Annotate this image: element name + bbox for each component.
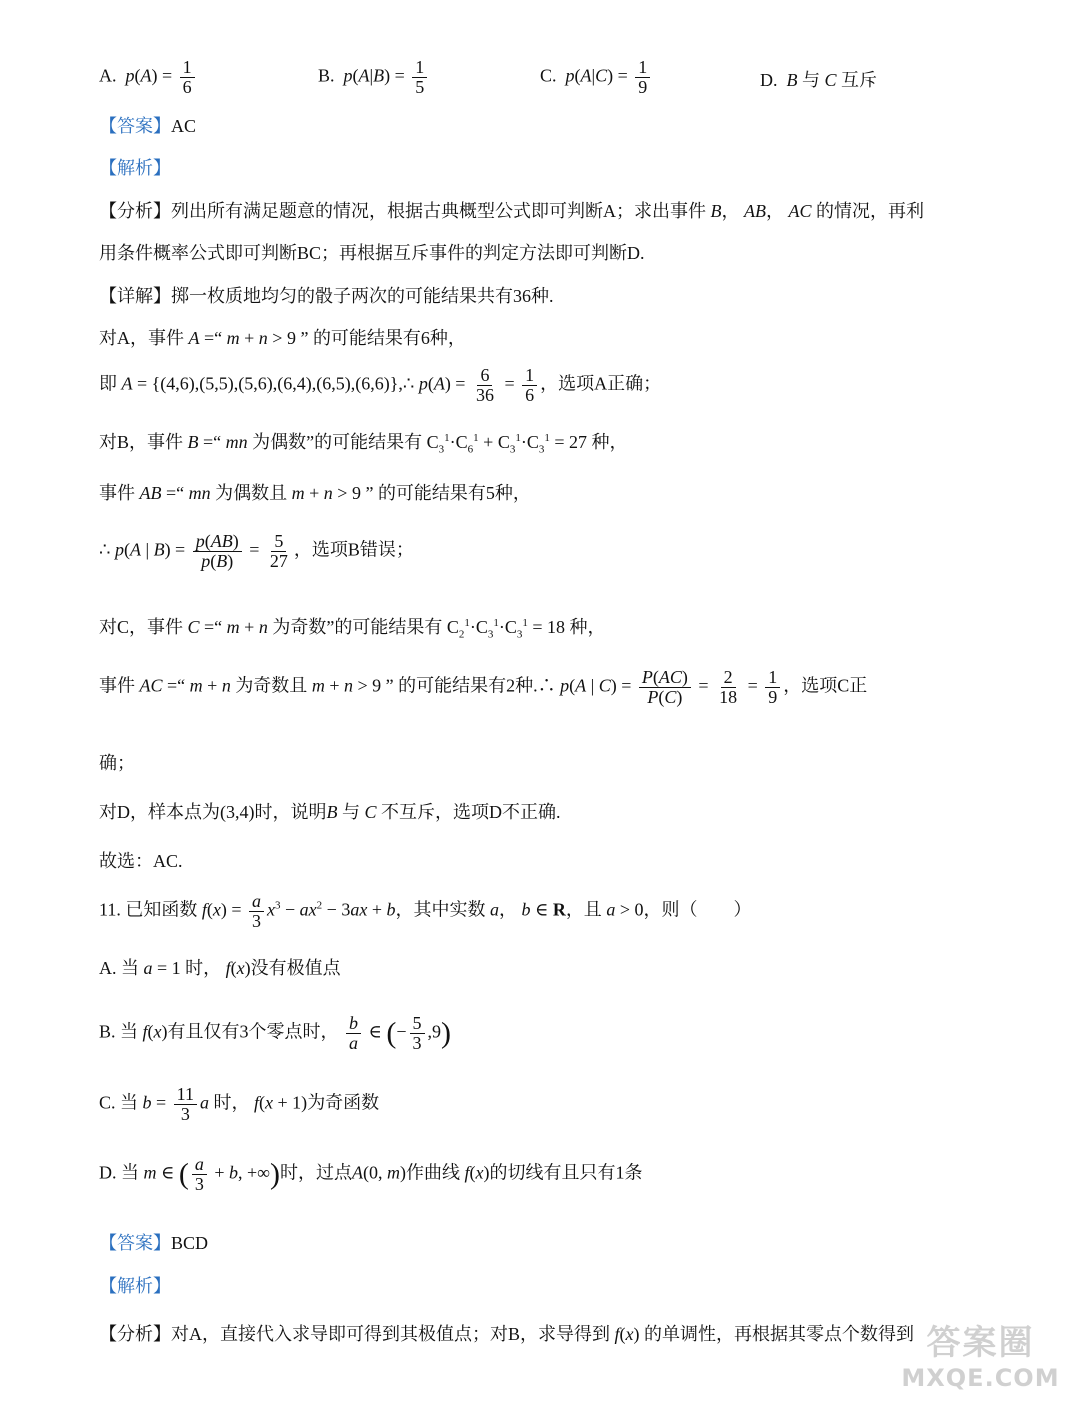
analysis-line-1: 【分析】列出所有满足题意的情况，根据古典概型公式即可判断A；求出事件 B， AB， AC 的情况，再利 (99, 201, 925, 221)
answer-line-q11: 【答案】BCD (99, 1233, 209, 1253)
option-c: C. p(A|C) = $\frac{1}{9}$ (540, 58, 653, 97)
option-a: A. p(A) = $\frac{1}{6}$ (99, 58, 198, 97)
answer-line: 【答案】AC (99, 116, 197, 136)
detail-b-1: 对B，事件 B =“ mn 为偶数”的可能结果有 $C_3^1\cdot C_6^1 + C_3^1\cdot C_3^1 = 27$ 种， (99, 432, 628, 456)
option-b: B. p(A|B) = $\frac{1}{5}$ (318, 58, 430, 97)
q11-option-c: C. 当 b = $\frac{11}{3}$ a 时， f(x + 1)为奇函数 (99, 1084, 380, 1124)
q11-option-b: B. 当 f(x)有且仅有3个零点时， $\frac{b}{a}$ ∈ (− $\frac{5}{3}$ ,9) (99, 1013, 452, 1053)
detail-c-1: 对C，事件 C =“ m + n 为奇数”的可能结果有 $C_2^1\cdot C_3^1\cdot C_3^1 = 18$ 种， (99, 617, 606, 641)
analysis-q11: 【分析】对A，直接代入求导即可得到其极值点；对B，求导得到 f(x) 的单调性，再根据其零点个数得到 (99, 1324, 915, 1344)
jiexi-heading: 【解析】 (99, 158, 171, 178)
detail-b-3: ∴ p(A | B) = $\frac{p(AB)}{p(B)}$ = $\frac{5}{27}$ ，选项B错误； (99, 531, 414, 571)
detail-d-1: 对D，样本点为(3,4)时，说明B 与 C 不互斥，选项D不正确. (99, 802, 561, 822)
question-11-stem: 11. 已知函数 f(x) = $\frac{a}{3}$ $x^3 - ax^2 - 3ax + b$，其中实数 a， b ∈ R，且 a > 0，则（ ） (99, 891, 752, 931)
guxuan-line: 故选：AC. (99, 851, 183, 871)
detail-a-1: 对A，事件 A =“ m + n > 9 ” 的可能结果有6种， (99, 328, 466, 348)
detail-c-2: 事件 AC =“ m + n 为奇数且 m + n > 9 ” 的可能结果有2种.∴ p(A | C) = $\frac{P(AC)}{P(C)}$ = $\frac{2}{18}$ = $\frac{1}{9}$ ，选项C正 (99, 667, 868, 707)
q11-option-d: D. 当 m ∈ ( $\frac{a}{3}$ + b, +∞)时，过点A(0, m)作曲线 f(x)的切线有且只有1条 (99, 1154, 643, 1194)
fraction: $\frac{1}{5}$ (412, 58, 427, 97)
q11-option-a: A. 当 a = 1 时， f(x)没有极值点 (99, 958, 341, 978)
option-d: D. B 与 C 互斥 (760, 70, 878, 90)
fraction: $\frac{1}{9}$ (635, 58, 650, 97)
watermark-logo: 答案圈 MXQE.COM (901, 1323, 1060, 1392)
analysis-line-2: 用条件概率公式即可判断BC；再根据互斥事件的判定方法即可判断D. (99, 243, 645, 263)
jiexi-heading-q11: 【解析】 (99, 1276, 171, 1296)
detail-a-2: 即 A = {(4,6),(5,5),(5,6),(6,4),(6,5),(6,6)},∴ p(A) = $\frac{6}{36}$ = $\frac{1}{6}$ ，选项A正确； (99, 365, 662, 405)
detail-b-2: 事件 AB =“ mn 为偶数且 m + n > 9 ” 的可能结果有5种， (99, 483, 531, 503)
fraction: $\frac{1}{6}$ (180, 58, 195, 97)
answer-tag: 【答案】 (99, 116, 171, 136)
detail-intro: 【详解】掷一枚质地均匀的骰子两次的可能结果共有36种. (99, 286, 554, 306)
detail-c-3: 确； (99, 753, 135, 773)
